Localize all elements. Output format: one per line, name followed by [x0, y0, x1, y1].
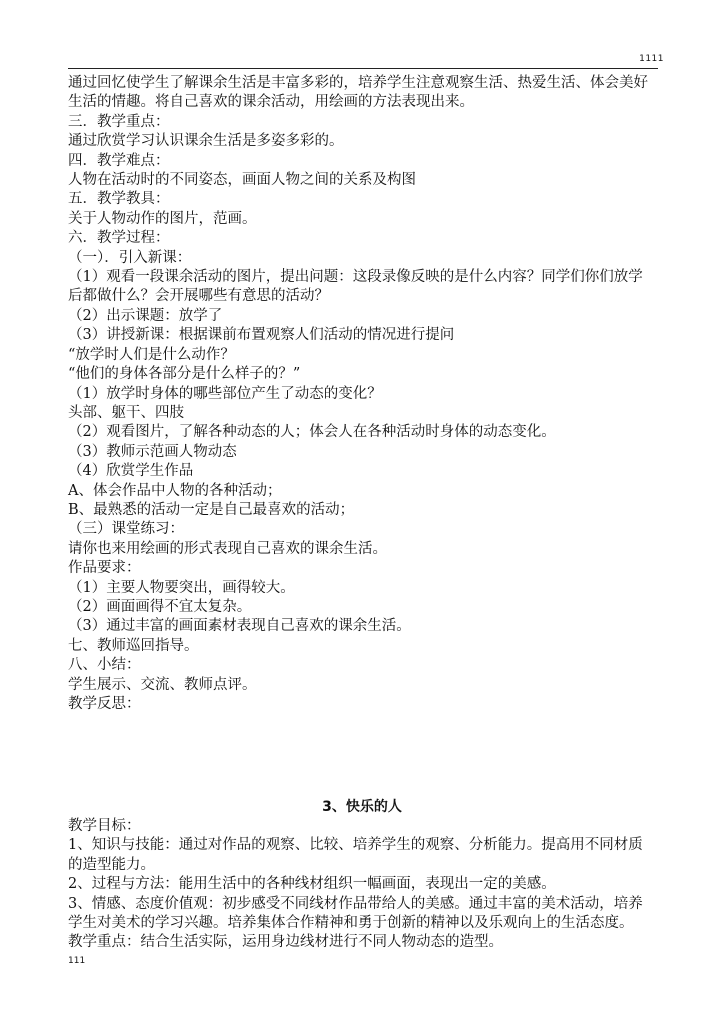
footer-page-number: 111 — [68, 956, 86, 966]
text-line: “他们的身体各部分是什么样子的？” — [68, 366, 301, 383]
text-line: 头部、躯干、四肢 — [68, 404, 184, 421]
header-rule — [68, 68, 658, 69]
text-line: 1、知识与技能：通过对作品的观察、比较、培养学生的观察、分析能力。提高用不同材质 — [68, 837, 643, 854]
heading-key-points: 三．教学重点： — [68, 113, 170, 130]
text-line: 七、教师巡回指导。 — [68, 637, 199, 654]
text-line: （2）出示课题：放学了 — [68, 307, 223, 324]
lower-body-text — [68, 817, 658, 953]
text-line: 通过回忆使学生了解课余生活是丰富多彩的，培养学生注意观察生活、热爱生活、体会美好 — [68, 75, 648, 91]
text-line: 学生展示、交流、教师点评。 — [68, 676, 257, 693]
header-page-number: 1111 — [639, 54, 664, 64]
text-line: （1）主要人物要突出，画得较大。 — [68, 579, 295, 596]
upper-body-text — [68, 74, 658, 714]
text-line: （3）教师示范画人物动态 — [68, 443, 237, 460]
text-line: B、最熟悉的活动一定是自己最喜欢的活动； — [68, 501, 355, 518]
text-line: 学生对美术的学习兴趣。培养集体合作精神和勇于创新的精神以及乐观向上的生活态度。 — [68, 915, 634, 932]
text-line: 通过欣赏学习认识课余生活是多姿多彩的。 — [68, 133, 344, 150]
text-line: （三）课堂练习： — [68, 521, 184, 538]
text-line: （2）画面画得不宜太复杂。 — [68, 598, 252, 615]
text-line: 2、过程与方法：能用生活中的各种线材组织一幅画面，表现出一定的美感。 — [68, 876, 556, 893]
text-line: 3、情感、态度价值观：初步感受不同线材作品带给人的美感。通过丰富的美术活动，培养 — [68, 895, 643, 912]
section-title: 3、快乐的人 — [322, 799, 402, 815]
heading-teaching-process: 六．教学过程： — [68, 230, 170, 247]
text-line: 请你也来用绘画的形式表现自己喜欢的课余生活。 — [68, 540, 387, 557]
text-line: 人物在活动时的不同姿态，画面人物之间的关系及构图 — [68, 172, 416, 189]
text-line: （4）欣赏学生作品 — [68, 463, 194, 480]
text-line: A、体会作品中人物的各种活动； — [68, 482, 282, 499]
text-line: 教学目标： — [68, 818, 141, 834]
text-line: （3）通过丰富的画面素材表现自己喜欢的课余生活。 — [68, 618, 411, 635]
text-line: （一）．引入新课： — [68, 249, 192, 266]
text-line: “放学时人们是什么动作？ — [68, 346, 235, 363]
heading-teaching-aids: 五．教学教具： — [68, 191, 170, 208]
text-line: 后都做什么？会开展哪些有意思的活动？ — [68, 288, 329, 305]
text-line: 生活的情趣。将自己喜欢的课余活动，用绘画的方法表现出来。 — [68, 94, 474, 111]
text-line: （2）观看图片，了解各种动态的人；体会人在各种活动时身体的动态变化。 — [68, 424, 556, 441]
text-line: 教学重点：结合生活实际，运用身边线材进行不同人物动态的造型。 — [68, 934, 503, 951]
text-line: 的造型能力。 — [68, 856, 155, 873]
text-line: （1）放学时身体的哪些部位产生了动态的变化？ — [68, 385, 382, 402]
text-line: 作品要求： — [68, 560, 141, 577]
text-line: （3）讲授新课：根据课前布置观察人们活动的情况进行提问 — [68, 327, 455, 344]
heading-difficulties: 四．教学难点： — [68, 152, 170, 169]
text-line: （1）观看一段课余活动的图片，提出问题：这段录像反映的是什么内容？同学们你们放学 — [68, 269, 643, 286]
text-line: 八、小结： — [68, 657, 141, 674]
text-line: 教学反思： — [68, 696, 141, 712]
text-line: 关于人物动作的图片，范画。 — [68, 210, 257, 227]
